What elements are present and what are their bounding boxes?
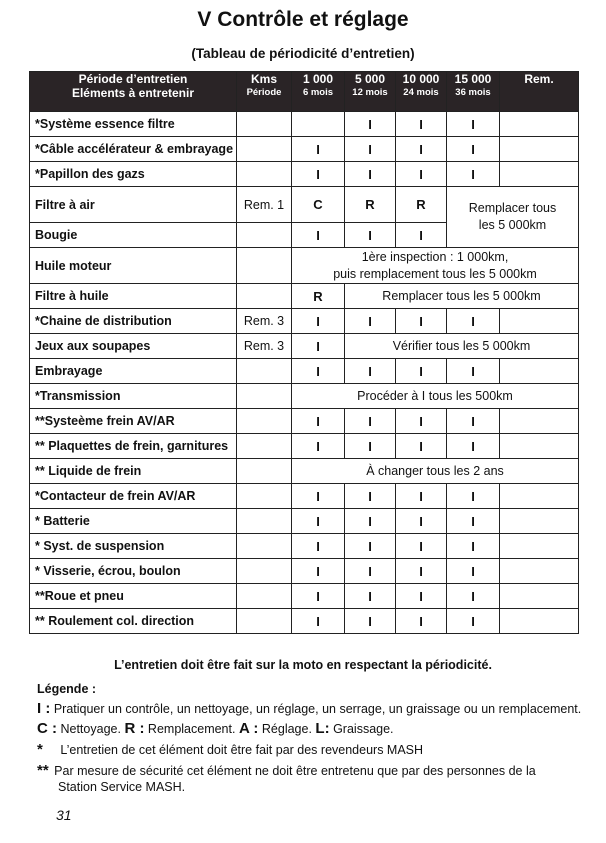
cell-5000: I (345, 484, 396, 509)
legend-star (37, 741, 423, 759)
legend-double-star (37, 762, 536, 780)
cell-rem (500, 509, 579, 534)
legend-title: Légende : (37, 682, 97, 696)
cell-note: Remplacer tous les 5 000km (447, 187, 579, 248)
cell-15000: I (447, 137, 500, 162)
cell-10000: I (396, 359, 447, 384)
legend-key: R : (124, 720, 145, 737)
legend-key: ** (37, 762, 49, 779)
row-kms (237, 359, 292, 384)
page-subtitle: (Tableau de périodicité d’entretien) (191, 46, 415, 61)
cell-15000: I (447, 509, 500, 534)
cell-note: Remplacer tous les 5 000km (345, 284, 579, 309)
cell-5000: I (345, 609, 396, 634)
cell-5000: I (345, 223, 396, 248)
legend-text: Par mesure de sécurité cet élément ne doit être entretenu que par des personnes de la (54, 764, 536, 778)
header-rem: Rem. (500, 72, 579, 112)
row-item: *Système essence filtre (30, 112, 237, 137)
row-kms: Rem. 3 (237, 309, 292, 334)
header-period-elements: Période d’entretien Eléments à entretenir (30, 72, 237, 112)
cell-15000: I (447, 359, 500, 384)
cell-1000: I (292, 559, 345, 584)
cell-1000: I (292, 359, 345, 384)
row-item: *Câble accélérateur & embrayage (30, 137, 237, 162)
row-item: * Batterie (30, 509, 237, 534)
legend-text: L’entretien de cet élément doit être fait par des revendeurs MASH (60, 743, 424, 757)
table-row (30, 384, 579, 409)
cell-15000: I (447, 534, 500, 559)
header-1000: 1 000 6 mois (292, 72, 345, 112)
cell-15000: I (447, 484, 500, 509)
cell-10000: I (396, 309, 447, 334)
cell-1000: I (292, 609, 345, 634)
row-item: * Visserie, écrou, boulon (30, 559, 237, 584)
cell-1000: C (292, 187, 345, 223)
row-item: ** Liquide de frein (30, 459, 237, 484)
row-kms (237, 409, 292, 434)
row-kms (237, 609, 292, 634)
cell-10000: I (396, 409, 447, 434)
page-title: V Contrôle et réglage (197, 8, 409, 31)
cell-5000: I (345, 584, 396, 609)
cell-5000: I (345, 509, 396, 534)
cell-1000: I (292, 534, 345, 559)
row-kms (237, 584, 292, 609)
row-kms (237, 484, 292, 509)
legend-key: C : (37, 720, 57, 737)
cell-1000: R (292, 284, 345, 309)
cell-rem (500, 112, 579, 137)
cell-note: À changer tous les 2 ans (292, 459, 579, 484)
cell-10000: I (396, 137, 447, 162)
cell-rem (500, 559, 579, 584)
row-item: ** Plaquettes de frein, garnitures (30, 434, 237, 459)
row-kms (237, 534, 292, 559)
cell-1000: I (292, 137, 345, 162)
table-row (30, 434, 579, 459)
table-row (30, 459, 579, 484)
cell-10000: I (396, 112, 447, 137)
header-10000: 10 000 24 mois (396, 72, 447, 112)
maintenance-note: L’entretien doit être fait sur la moto en respectant la périodicité. (114, 658, 492, 672)
legend-text: Graissage. (333, 722, 394, 736)
row-item: Embrayage (30, 359, 237, 384)
table-row (30, 584, 579, 609)
row-item: Huile moteur (30, 248, 237, 284)
row-item: * Syst. de suspension (30, 534, 237, 559)
cell-15000: I (447, 309, 500, 334)
cell-note: Vérifier tous les 5 000km (345, 334, 579, 359)
row-item: Filtre à air (30, 187, 237, 223)
row-kms (237, 162, 292, 187)
page-number: 31 (56, 807, 72, 823)
table-row (30, 284, 579, 309)
cell-note: Procéder à I tous les 500km (292, 384, 579, 409)
cell-5000: I (345, 534, 396, 559)
legend-text: Pratiquer un contrôle, un nettoyage, un réglage, un serrage, un graissage ou un remplacement. (53, 702, 582, 716)
legend-key: I : (37, 700, 51, 717)
cell-1000 (292, 112, 345, 137)
table-row (30, 112, 579, 137)
row-kms (237, 223, 292, 248)
cell-10000: I (396, 609, 447, 634)
cell-rem (500, 359, 579, 384)
cell-rem (500, 609, 579, 634)
cell-15000: I (447, 409, 500, 434)
row-item: *Contacteur de frein AV/AR (30, 484, 237, 509)
cell-10000: I (396, 162, 447, 187)
header-kms: Kms Période (237, 72, 292, 112)
header-15000: 15 000 36 mois (447, 72, 500, 112)
cell-1000: I (292, 162, 345, 187)
row-kms (237, 434, 292, 459)
cell-10000: I (396, 484, 447, 509)
cell-15000: I (447, 162, 500, 187)
legend-codes (37, 720, 394, 738)
cell-15000: I (447, 584, 500, 609)
cell-rem (500, 162, 579, 187)
table-row (30, 409, 579, 434)
cell-5000: I (345, 137, 396, 162)
legend-text: Nettoyage. (60, 722, 121, 736)
table-row (30, 484, 579, 509)
cell-5000: I (345, 359, 396, 384)
legend-text: Réglage. (261, 722, 312, 736)
row-kms (237, 248, 292, 284)
row-kms (237, 284, 292, 309)
cell-10000: I (396, 559, 447, 584)
legend-i (37, 700, 581, 718)
legend-key: L: (315, 720, 330, 737)
row-item: **Systeème frein AV/AR (30, 409, 237, 434)
cell-5000: R (345, 187, 396, 223)
row-kms (237, 137, 292, 162)
maintenance-table (29, 71, 579, 634)
cell-5000: I (345, 309, 396, 334)
legend-double-star-cont: Station Service MASH. (58, 780, 186, 794)
table-row (30, 137, 579, 162)
table-row (30, 534, 579, 559)
legend-key: * (37, 741, 43, 758)
table-row (30, 187, 579, 223)
cell-10000: I (396, 509, 447, 534)
cell-10000: R (396, 187, 447, 223)
cell-rem (500, 434, 579, 459)
cell-15000: I (447, 609, 500, 634)
cell-1000: I (292, 223, 345, 248)
row-kms (237, 384, 292, 409)
row-item: Filtre à huile (30, 284, 237, 309)
legend-text: Remplacement. (147, 722, 236, 736)
cell-15000: I (447, 559, 500, 584)
cell-5000: I (345, 434, 396, 459)
cell-1000: I (292, 334, 345, 359)
row-item: Bougie (30, 223, 237, 248)
row-item: ** Roulement col. direction (30, 609, 237, 634)
table-row (30, 162, 579, 187)
cell-10000: I (396, 584, 447, 609)
row-kms: Rem. 1 (237, 187, 292, 223)
table-row (30, 359, 579, 384)
cell-rem (500, 584, 579, 609)
cell-15000: I (447, 434, 500, 459)
table-row (30, 609, 579, 634)
cell-1000: I (292, 434, 345, 459)
row-item: *Chaine de distribution (30, 309, 237, 334)
cell-10000: I (396, 534, 447, 559)
cell-note: 1ère inspection : 1 000km, puis remplacement tous les 5 000km (292, 248, 579, 284)
row-item: *Papillon des gazs (30, 162, 237, 187)
table-header-row (30, 72, 579, 112)
row-item: Jeux aux soupapes (30, 334, 237, 359)
cell-10000: I (396, 223, 447, 248)
row-kms (237, 559, 292, 584)
cell-1000: I (292, 309, 345, 334)
table-row (30, 559, 579, 584)
legend-key: A : (238, 720, 259, 737)
cell-5000: I (345, 559, 396, 584)
cell-1000: I (292, 484, 345, 509)
cell-5000: I (345, 409, 396, 434)
cell-5000: I (345, 162, 396, 187)
cell-1000: I (292, 409, 345, 434)
row-item: *Transmission (30, 384, 237, 409)
cell-rem (500, 484, 579, 509)
row-item: **Roue et pneu (30, 584, 237, 609)
row-kms (237, 112, 292, 137)
cell-rem (500, 409, 579, 434)
row-kms (237, 509, 292, 534)
cell-1000: I (292, 584, 345, 609)
table-row (30, 248, 579, 284)
table-row (30, 509, 579, 534)
row-kms (237, 459, 292, 484)
cell-rem (500, 309, 579, 334)
row-kms: Rem. 3 (237, 334, 292, 359)
cell-1000: I (292, 509, 345, 534)
cell-rem (500, 137, 579, 162)
table-row (30, 309, 579, 334)
header-5000: 5 000 12 mois (345, 72, 396, 112)
cell-5000: I (345, 112, 396, 137)
cell-rem (500, 534, 579, 559)
cell-15000: I (447, 112, 500, 137)
table-row (30, 334, 579, 359)
cell-10000: I (396, 434, 447, 459)
